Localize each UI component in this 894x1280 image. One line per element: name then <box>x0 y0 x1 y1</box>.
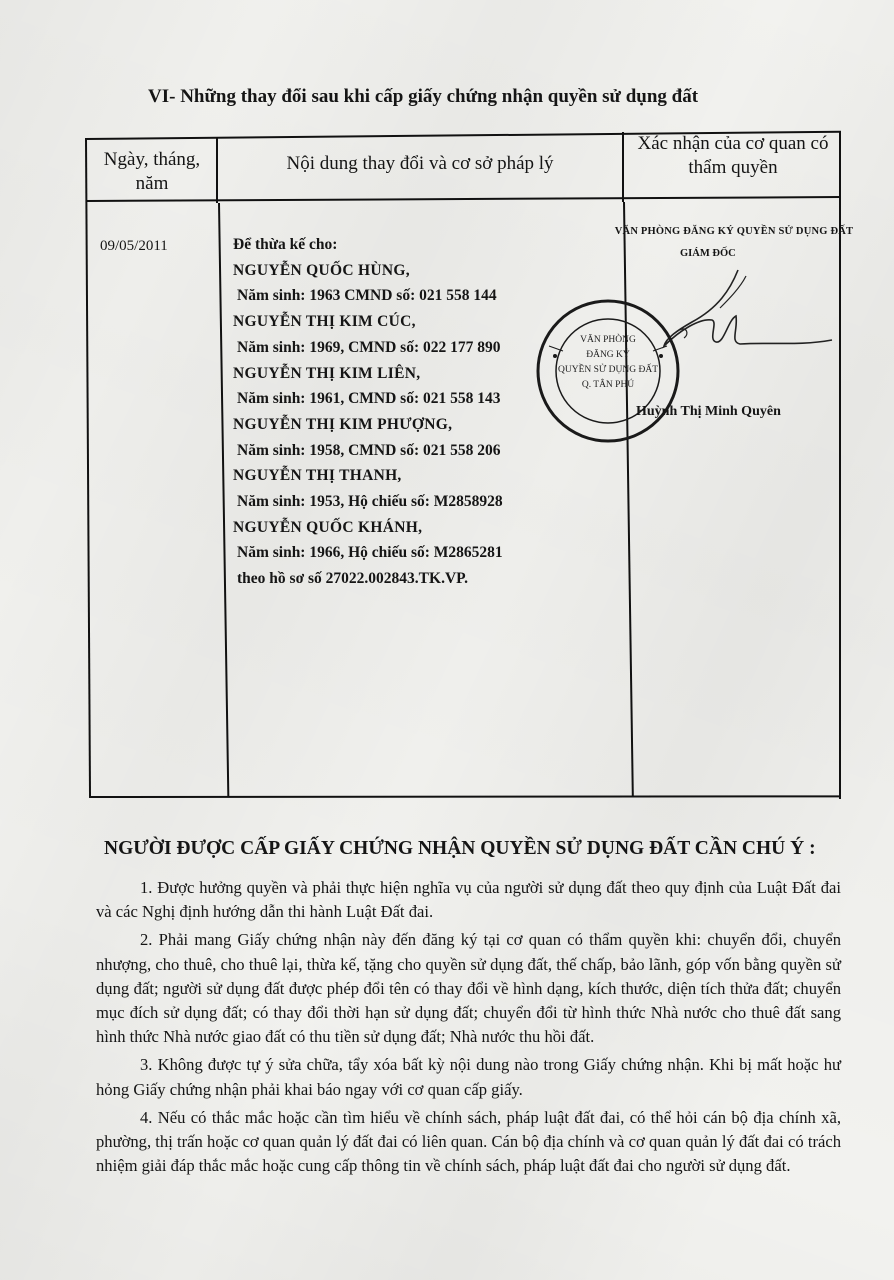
heir-details: Năm sinh: 1961, CMND số: 021 558 143 <box>237 390 501 408</box>
confirm-title: GIÁM ĐỐC <box>680 248 736 259</box>
stamp-line: ĐĂNG KÝ <box>586 350 630 360</box>
heir-name: NGUYỄN QUỐC KHÁNH, <box>233 518 423 536</box>
header-date <box>88 148 216 196</box>
notice-item-4: 4. Nếu có thắc mắc hoặc cần tìm hiểu về chính sách, pháp luật đất đai, có thể hỏi cán bộ địa chính xã, phường, thị trấn hoặc cơ quan quản lý đất đai có liên quan. Cán bộ địa chính và cơ quan quản lý đất đai có trách nhiệm giải đáp thắc mắc hoặc cung cấp thông tin về chính sách, pháp luật đất đai cho người sử dụng đất. <box>96 1107 841 1176</box>
section-title: VI- Những thay đổi sau khi cấp giấy chứng nhận quyền sử dụng đất <box>148 86 699 107</box>
table-col-divider-1 <box>216 137 218 203</box>
heir-name: NGUYỄN THỊ KIM CÚC, <box>233 313 416 331</box>
change-date: 09/05/2011 <box>100 238 168 254</box>
heir-name: NGUYỄN THỊ KIM LIÊN, <box>233 364 421 382</box>
heir-details: Năm sinh: 1966, Hộ chiếu số: M2865281 <box>237 544 503 562</box>
notice-item-2: 2. Phải mang Giấy chứng nhận này đến đăng ký tại cơ quan có thẩm quyền khi: chuyển đổi, chuyển nhượng, cho thuê, cho thuê lại, thừa kế, tặng cho quyền sử dụng đất, thế chấp, bảo lãnh, góp vốn bằng quyền sử dụng đất; người sử dụng đất được phép đổi tên có thay đổi về hình dạng, kích thước, diện tích thửa đất; chuyển mục đích sử dụng đất; có thay đổi thời hạn sử dụng đất; chuyển đổi từ hình thức Nhà nước cho thuê đất sang hình thức Nhà nước giao đất có thu tiền sử dụng đất; Nhà nước thu hồi đất. <box>96 930 841 1047</box>
dossier-reference: theo hồ sơ số 27022.002843.TK.VP. <box>237 570 469 588</box>
table-border-bottom <box>90 795 840 798</box>
table-col-divider-1b <box>218 203 229 797</box>
notice-body <box>96 876 841 1182</box>
heir-name: NGUYỄN THỊ KIM PHƯỢNG, <box>233 415 453 433</box>
content-line: Để thừa kế cho: <box>233 236 338 253</box>
notice-title: NGƯỜI ĐƯỢC CẤP GIẤY CHỨNG NHẬN QUYỀN SỬ DỤNG ĐẤT CẦN CHÚ Ý : <box>104 838 816 859</box>
heir-name: NGUYỄN QUỐC HÙNG, <box>233 261 410 279</box>
header-confirm <box>626 132 840 180</box>
header-confirm-label: Xác nhận của cơ quan có thẩm quyền <box>637 133 829 178</box>
table-col-divider-2 <box>622 132 624 202</box>
heir-details: Năm sinh: 1969, CMND số: 022 177 890 <box>237 338 501 356</box>
signer-name: Huỳnh Thị Minh Quyên <box>636 404 781 419</box>
stamp-line: VĂN PHÒNG <box>580 335 636 345</box>
table-border-left <box>85 139 91 798</box>
notice-item-3: 3. Không được tự ý sửa chữa, tẩy xóa bất kỳ nội dung nào trong Giấy chứng nhận. Khi bị mất hoặc hư hỏng Giấy chứng nhận phải khai báo ngay với cơ quan cấp giấy. <box>96 1055 841 1099</box>
header-content-label: Nội dung thay đổi và cơ sở pháp lý <box>286 153 554 174</box>
heir-details: Năm sinh: 1958, CMND số: 021 558 206 <box>237 441 501 459</box>
heir-name: NGUYỄN THỊ THANH, <box>233 467 402 485</box>
table-header-divider <box>87 196 841 202</box>
header-content <box>220 152 620 176</box>
header-date-label: Ngày, tháng, năm <box>103 149 201 194</box>
notice-item-1: 1. Được hưởng quyền và phải thực hiện nghĩa vụ của người sử dụng đất theo quy định của Luật Đất đai và các Nghị định hướng dẫn thi hành Luật Đất đai. <box>96 878 841 922</box>
confirm-organization: VĂN PHÒNG ĐĂNG KÝ QUYỀN SỬ DỤNG ĐẤT <box>614 226 854 237</box>
heir-details: Năm sinh: 1953, Hộ chiếu số: M2858928 <box>237 493 503 511</box>
stamp-line: QUYỀN SỬ DỤNG ĐẤT <box>558 365 658 375</box>
stamp-line: Q. TÂN PHÚ <box>581 380 635 390</box>
heir-details: Năm sinh: 1963 CMND số: 021 558 144 <box>237 287 497 305</box>
